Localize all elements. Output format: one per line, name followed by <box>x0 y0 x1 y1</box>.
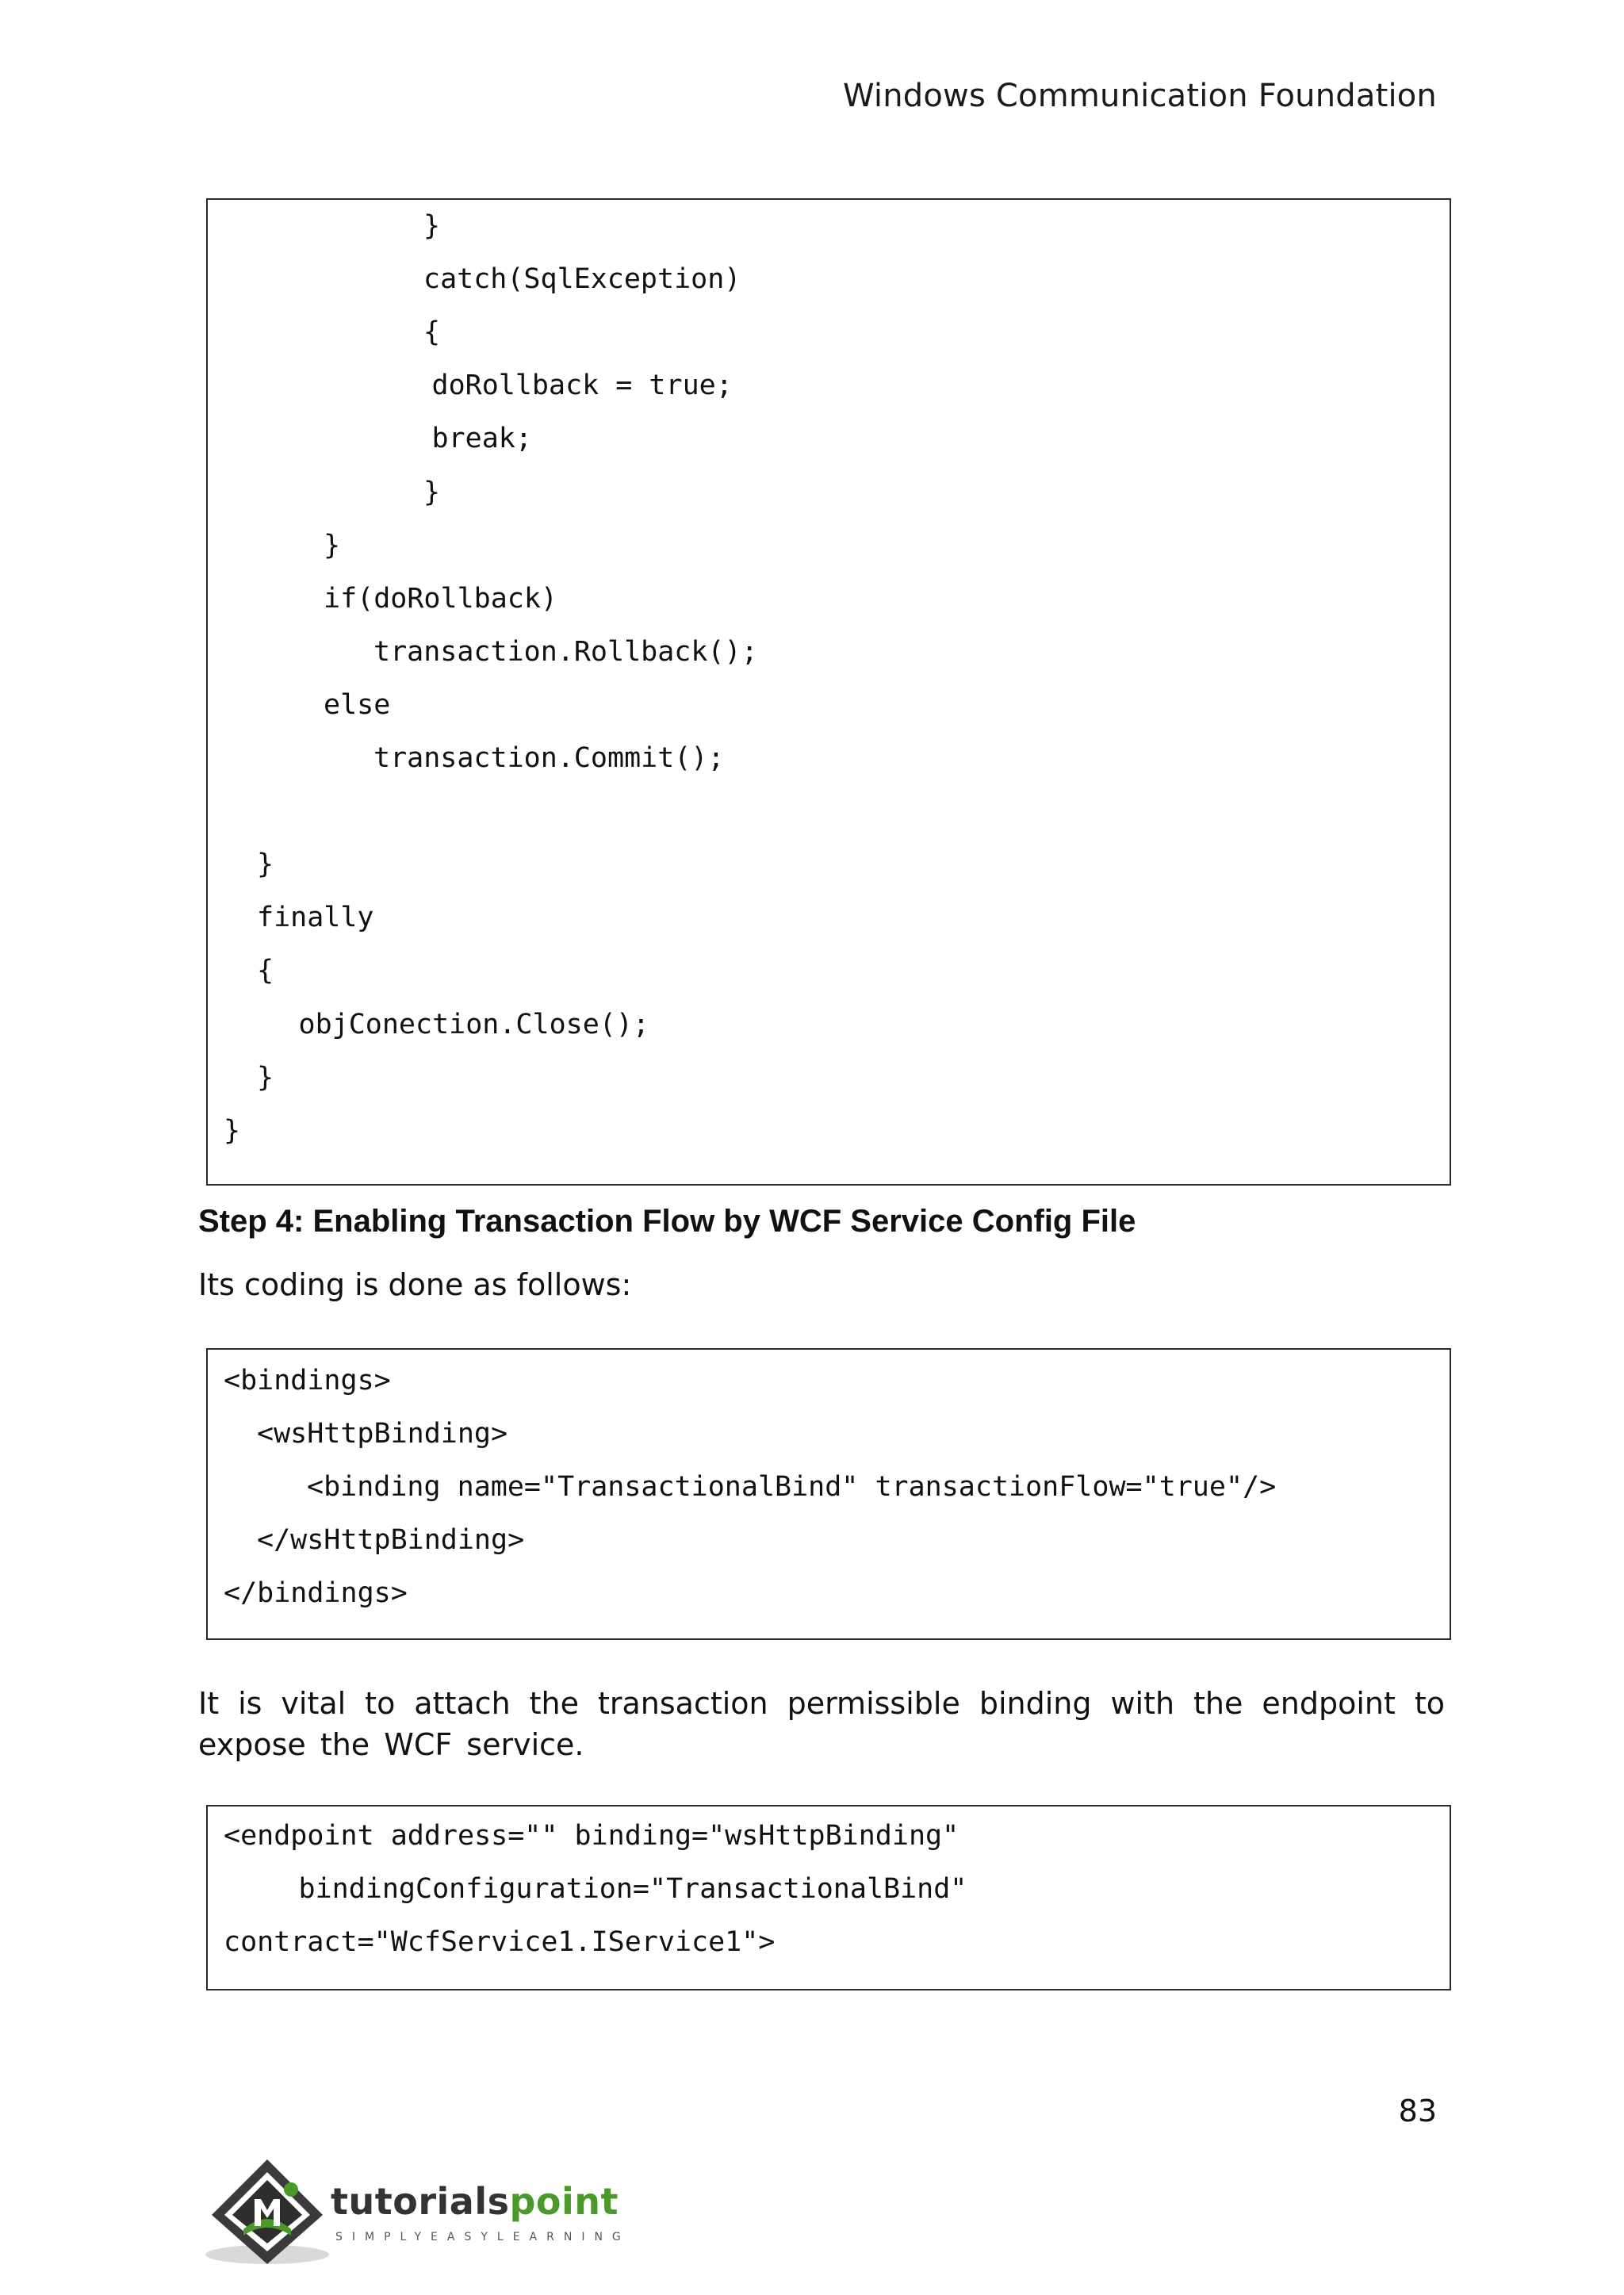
code-line: <binding name="TransactionalBind" transactionFlow="true"/> <box>307 1471 1277 1503</box>
code-line: contract="WcfService1.IService1"> <box>224 1926 776 1958</box>
code-line: } <box>224 1114 241 1147</box>
intro-text: Its coding is done as follows: <box>198 1267 632 1302</box>
code-line: transaction.Rollback(); <box>373 635 758 668</box>
code-line: objConection.Close(); <box>298 1008 650 1040</box>
page-number: 83 <box>1398 2094 1437 2128</box>
logo-tagline: SIMPLYEASYLEARNING <box>335 2231 630 2243</box>
code-line: break; <box>431 423 532 455</box>
code-line: doRollback = true; <box>431 370 733 402</box>
tutorialspoint-logo <box>202 2153 662 2272</box>
code-line: <wsHttpBinding> <box>257 1418 508 1450</box>
code-line: } <box>257 849 274 881</box>
logo-wordmark-part1: tutorials <box>331 2180 510 2223</box>
body-paragraph: It is vital to attach the transaction permissible binding with the endpoint to expose the WCF service. <box>198 1686 1445 1762</box>
code-line: } <box>324 529 341 561</box>
code-block-bindings <box>206 1348 1451 1640</box>
code-line: else <box>324 688 391 721</box>
code-line: } <box>257 1061 274 1094</box>
code-line: </bindings> <box>224 1577 408 1609</box>
logo-wordmark-part2: point <box>509 2180 619 2223</box>
code-line: { <box>257 955 274 987</box>
code-line: catch(SqlException) <box>423 263 741 296</box>
code-line: <endpoint address="" binding="wsHttpBinding" <box>224 1820 959 1852</box>
code-line: } <box>423 210 441 242</box>
code-line: if(doRollback) <box>324 582 558 615</box>
running-header: Windows Communication Foundation <box>843 78 1437 114</box>
logo-emblem-icon <box>202 2153 337 2272</box>
step-heading: Step 4: Enabling Transaction Flow by WCF Service Config File <box>198 1204 1136 1239</box>
code-line: { <box>423 316 441 349</box>
code-line: } <box>423 476 441 508</box>
logo-wordmark <box>331 2180 619 2223</box>
code-line: <bindings> <box>224 1365 391 1397</box>
code-block-catch-finally <box>206 198 1451 1186</box>
code-line: finally <box>257 902 374 934</box>
code-line: transaction.Commit(); <box>373 742 725 774</box>
code-line: </wsHttpBinding> <box>257 1524 525 1556</box>
code-block-endpoint <box>206 1805 1451 1990</box>
code-line: bindingConfiguration="TransactionalBind" <box>298 1873 967 1905</box>
